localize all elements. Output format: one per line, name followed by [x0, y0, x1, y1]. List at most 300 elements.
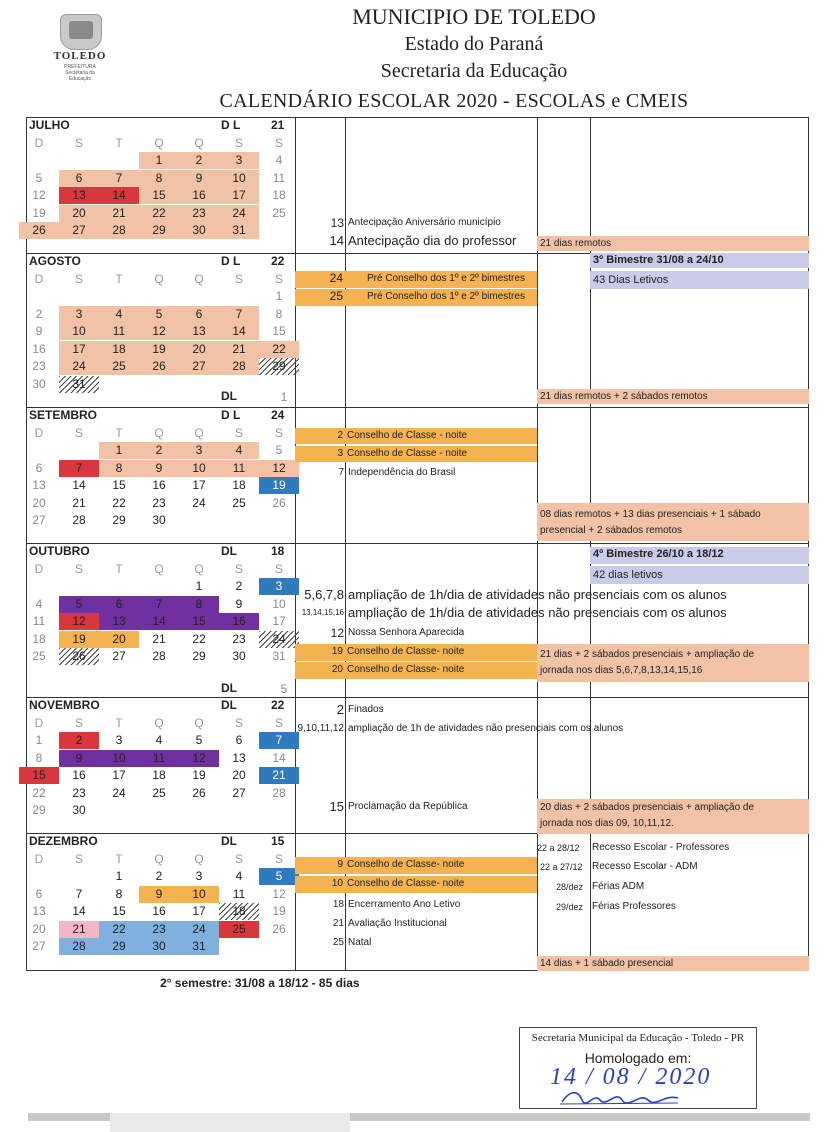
event-day: 25	[329, 289, 343, 303]
calendar-day: 18	[99, 341, 139, 358]
calendar-day: 16	[152, 904, 166, 918]
calendar-day: 24	[192, 495, 206, 510]
event-label: Recesso Escolar - Professores	[592, 842, 730, 853]
weekday-letter: T	[115, 425, 123, 440]
month-separator	[26, 253, 809, 254]
weekday-letter: Q	[154, 425, 164, 440]
calendar-day: 30	[232, 649, 246, 663]
calendar-day: 18	[32, 631, 46, 646]
calendar-day: 31	[59, 376, 99, 393]
header-state: Estado do Paraná	[404, 33, 544, 55]
school-days-count: 22	[271, 698, 285, 712]
calendar-day: 24	[112, 785, 126, 800]
weekday-letter: D	[34, 715, 44, 730]
calendar-day: 13	[32, 478, 46, 492]
calendar-day: 22	[112, 495, 126, 510]
calendar-day: 8	[275, 306, 283, 321]
calendar-day: 23	[32, 359, 46, 373]
event-day: 9	[337, 859, 343, 870]
weekday-letter: S	[234, 851, 243, 866]
calendar-day: 24	[179, 921, 219, 938]
calendar-day: 6	[235, 733, 243, 747]
calendar-day: 27	[32, 513, 46, 527]
calendar-day: 26	[192, 785, 206, 800]
weekday-letter: Q	[154, 271, 164, 286]
calendar-day: 1	[280, 390, 288, 404]
event-label: Encerramento Ano Letivo	[348, 899, 461, 910]
calendar-day: 28	[59, 938, 99, 955]
calendar-day: 6	[35, 460, 43, 475]
weekday-letter: S	[74, 135, 83, 150]
bimester-title: 3º Bimestre 31/08 a 24/10	[590, 253, 809, 268]
calendar-day: 16	[32, 341, 46, 356]
month-name: JULHO	[29, 118, 70, 132]
calendar-day: 22	[259, 341, 299, 358]
calendar-day: 20	[32, 495, 46, 510]
calendar-day: 27	[179, 358, 219, 375]
month-name: OUTUBRO	[29, 544, 90, 558]
calendar-day: 5	[59, 596, 99, 613]
calendar-day: 9	[235, 596, 243, 611]
calendar-day: 14	[72, 904, 86, 918]
calendar-day: 18	[152, 768, 166, 782]
calendar-day: 16	[219, 613, 259, 630]
school-days-count: 22	[271, 254, 285, 268]
calendar-day: 14	[99, 187, 139, 204]
calendar-day: 5	[280, 682, 288, 696]
calendar-day: 14	[219, 323, 259, 340]
event-label: Antecipação Aniversário município	[348, 217, 501, 228]
calendar-day: 29	[99, 938, 139, 955]
weekday-letter: S	[74, 561, 83, 576]
calendar-day: 25	[219, 921, 259, 938]
calendar-day: 7	[75, 886, 83, 901]
calendar-day: 4	[35, 596, 43, 611]
month-separator	[26, 407, 809, 408]
event-label: Pré Conselho dos 1º e 2º bimestres	[367, 291, 525, 302]
calendar-day: 3	[179, 442, 219, 459]
logo-sub-2: Secretaria da	[65, 70, 95, 76]
header-municipality: MUNICIPIO DE TOLEDO	[352, 4, 596, 29]
event-label: Férias Professores	[592, 901, 676, 912]
calendar-day: 23	[139, 921, 179, 938]
calendar-day: 21	[259, 767, 299, 784]
dl-label: DL	[221, 834, 237, 848]
event-day: 24	[329, 271, 343, 285]
logo-name: TOLEDO	[53, 50, 107, 62]
calendar-day: 13	[179, 323, 219, 340]
calendar-day: 16	[72, 768, 86, 782]
calendar-day: 16	[152, 478, 166, 492]
calendar-day: 31	[179, 938, 219, 955]
event-day: 22 a 27/12	[540, 862, 583, 872]
event-label: Nossa Senhora Aparecida	[348, 627, 465, 638]
logo-sub-3: Educação	[68, 76, 92, 82]
calendar-day: 17	[192, 478, 206, 492]
event-label: Férias ADM	[592, 881, 645, 892]
event-day: 3	[337, 448, 343, 459]
calendar-day: 12	[179, 750, 219, 767]
calendar-day: 21	[219, 341, 259, 358]
calendar-day: 15	[112, 478, 126, 492]
calendar-day: 19	[59, 631, 99, 648]
calendar-day: 31	[219, 222, 259, 239]
calendar-day: 7	[59, 460, 99, 477]
calendar-day: 22	[192, 631, 206, 646]
event-day: 20	[331, 664, 343, 675]
calendar-day: 2	[59, 732, 99, 749]
weekday-letter: S	[234, 425, 243, 440]
dl-label: DL	[221, 544, 237, 558]
summary-line: jornada nos dias 5,6,7,8,13,14,15,16	[540, 665, 703, 676]
stamp-label: Homologado em:	[584, 1050, 692, 1066]
calendar-day: 3	[59, 306, 99, 323]
weekday-letter: D	[34, 271, 44, 286]
event-day: 14	[329, 233, 344, 248]
calendar-day: 24	[259, 631, 299, 648]
event-day: 22 a 28/12	[537, 843, 580, 853]
bimester-days: 43 Dias Letivos	[590, 271, 809, 289]
weekday-letter: S	[274, 425, 283, 440]
weekday-letter: Q	[194, 561, 204, 576]
calendar-day: 2	[139, 442, 179, 459]
event-label: Antecipação dia do professor	[348, 233, 517, 248]
calendar-day: 6	[59, 170, 99, 187]
calendar-day: 21	[72, 495, 86, 510]
calendar-day: 8	[99, 460, 139, 477]
calendar-day: 17	[112, 768, 126, 782]
calendar-day: 16	[179, 187, 219, 204]
weekday-letter: Q	[154, 135, 164, 150]
calendar-day: 10	[179, 460, 219, 477]
calendar-day: 25	[232, 495, 246, 510]
calendar-day: 19	[192, 768, 206, 782]
weekday-letter: T	[115, 271, 123, 286]
event-label: Conselho de Classe- noite	[347, 664, 465, 675]
calendar-day: 10	[179, 886, 219, 903]
weekday-letter: S	[74, 271, 83, 286]
calendar-day: 5	[35, 170, 43, 185]
event-label: ampliação de 1h de atividades não presenciais com os alunos	[348, 723, 624, 734]
calendar-day: 24	[219, 205, 259, 222]
event-day: 18	[332, 899, 344, 910]
calendar-day: 26	[59, 648, 99, 665]
month-name: NOVEMBRO	[29, 698, 100, 712]
calendar-day: 11	[272, 170, 286, 185]
event-day: 19	[331, 646, 343, 657]
weekday-letter: S	[234, 271, 243, 286]
calendar-day: 28	[99, 222, 139, 239]
calendar-day: 9	[59, 750, 99, 767]
calendar-day: 14	[139, 613, 179, 630]
calendar-day: 1	[275, 289, 283, 303]
dl-label: DL	[221, 698, 237, 712]
calendar-day: 27	[32, 939, 46, 953]
calendar-day: 8	[139, 170, 179, 187]
calendar-day: 28	[272, 785, 286, 800]
calendar-day: 7	[259, 732, 299, 749]
school-days-count: 15	[271, 834, 285, 848]
month-name: AGOSTO	[29, 254, 81, 268]
month-name: DEZEMBRO	[29, 834, 98, 848]
month-separator	[26, 543, 809, 544]
event-day: 7	[338, 467, 344, 478]
calendar-day: 28	[152, 649, 166, 663]
calendar-day: 21	[99, 205, 139, 222]
calendar-day: 19	[32, 205, 46, 220]
approval-stamp	[519, 1027, 757, 1109]
dl-label: DL	[221, 681, 237, 695]
calendar-day: 23	[232, 631, 246, 646]
calendar-day: 11	[139, 750, 179, 767]
calendar-day: 2	[155, 869, 163, 883]
calendar-day: 10	[99, 750, 139, 767]
calendar-day: 28	[72, 513, 86, 527]
calendar-day: 2	[179, 152, 219, 169]
calendar-day: 26	[139, 358, 179, 375]
summary-bar: 14 dias + 1 sábado presencial	[537, 956, 809, 971]
calendar-day: 23	[152, 495, 166, 510]
event-label: Pré Conselho dos 1º e 2º bimestres	[367, 273, 525, 284]
weekday-letter: S	[74, 425, 83, 440]
calendar-day: 14	[72, 478, 86, 492]
calendar-day: 1	[139, 152, 179, 169]
weekday-letter: T	[115, 851, 123, 866]
calendar-day: 28	[219, 358, 259, 375]
calendar-day: 30	[152, 513, 166, 527]
event-label: Conselho de Classe- noite	[347, 646, 465, 657]
weekday-letter: S	[274, 271, 283, 286]
calendar-day: 30	[139, 938, 179, 955]
event-day: 2	[336, 702, 344, 717]
school-days-count: 24	[271, 408, 285, 422]
calendar-day: 4	[235, 869, 243, 883]
dl-label: D L	[221, 254, 241, 268]
event-label: Finados	[348, 704, 384, 715]
calendar-day: 10	[59, 323, 99, 340]
calendar-day: 17	[219, 187, 259, 204]
calendar-day: 26	[19, 222, 59, 239]
weekday-letter: S	[234, 715, 243, 730]
event-day: 10	[331, 878, 343, 889]
calendar-day: 31	[272, 649, 286, 663]
weekday-letter: Q	[194, 715, 204, 730]
event-day: 21	[332, 918, 344, 929]
event-day: 13	[330, 216, 344, 230]
calendar-day: 18	[272, 188, 286, 202]
weekday-letter: Q	[194, 851, 204, 866]
calendar-day: 15	[19, 767, 59, 784]
calendar-day: 18	[219, 903, 259, 920]
month-name: SETEMBRO	[29, 408, 98, 422]
calendar-day: 21	[59, 921, 99, 938]
weekday-letter: D	[34, 851, 44, 866]
summary-line: 21 dias + 2 sábados presenciais + ampliação de	[540, 649, 755, 660]
event-label: ampliação de 1h/dia de atividades não presenciais com os alunos	[348, 587, 727, 602]
calendar-day: 17	[192, 904, 206, 918]
calendar-day: 10	[272, 596, 286, 611]
calendar-day: 30	[179, 222, 219, 239]
calendar-day: 30	[72, 803, 86, 817]
event-label: Proclamação da República	[348, 801, 468, 812]
calendar-day: 20	[179, 341, 219, 358]
calendar-day: 27	[232, 785, 246, 800]
calendar-day: 3	[115, 733, 123, 747]
weekday-letter: Q	[154, 561, 164, 576]
calendar-day: 12	[259, 460, 299, 477]
weekday-letter: D	[34, 135, 44, 150]
calendar-day: 27	[112, 649, 126, 663]
calendar-day: 22	[32, 785, 46, 800]
calendar-day: 24	[59, 358, 99, 375]
calendar-day: 4	[99, 306, 139, 323]
calendar-day: 19	[259, 477, 299, 494]
calendar-day: 29	[259, 358, 299, 375]
calendar-day: 27	[59, 222, 99, 239]
calendar-day: 4	[275, 153, 283, 167]
event-day: 5,6,7,8	[304, 587, 344, 602]
calendar-day: 13	[59, 187, 99, 204]
calendar-day: 22	[99, 921, 139, 938]
event-day: 13,14,15,16	[301, 608, 344, 617]
calendar-day: 26	[272, 495, 286, 510]
calendar-day: 30	[32, 376, 46, 391]
calendar-day: 2	[235, 579, 243, 593]
calendar-day: 29	[32, 803, 46, 817]
signature-icon	[560, 1088, 680, 1106]
event-label: Conselho de Classe- noite	[347, 859, 465, 870]
summary-line: presencial + 2 sábados remotos	[540, 525, 683, 536]
event-day: 12	[330, 626, 344, 640]
calendar-day: 12	[272, 886, 286, 901]
event-day: 28/dez	[556, 882, 584, 892]
school-days-count: 18	[271, 544, 285, 558]
calendar-day: 9	[139, 460, 179, 477]
weekday-letter: S	[274, 851, 283, 866]
calendar-day: 15	[112, 904, 126, 918]
weekday-letter: S	[274, 715, 283, 730]
calendar-day: 23	[72, 785, 86, 800]
event-label: Natal	[348, 937, 372, 948]
bimester-title: 4º Bimestre 26/10 a 18/12	[590, 547, 809, 564]
calendar-day: 25	[32, 649, 46, 663]
calendar-day: 25	[99, 358, 139, 375]
calendar-day: 8	[179, 596, 219, 613]
event-label: Conselho de Classe- noite	[347, 878, 465, 889]
calendar-day: 1	[115, 869, 123, 883]
weekday-letter: S	[74, 851, 83, 866]
calendar-day: 9	[179, 170, 219, 187]
event-day: 29/dez	[556, 902, 584, 912]
calendar-day: 20	[59, 205, 99, 222]
calendar-day: 25	[152, 785, 166, 800]
calendar-day: 15	[179, 613, 219, 630]
event-day: 15	[329, 799, 344, 814]
calendar-day: 19	[139, 341, 179, 358]
calendar-day: 2	[35, 306, 43, 321]
calendar-day: 7	[99, 170, 139, 187]
calendar-day: 21	[152, 631, 166, 646]
weekday-letter: S	[74, 715, 83, 730]
calendar-day: 11	[232, 886, 246, 901]
calendar-day: 23	[179, 205, 219, 222]
event-label: ampliação de 1h/dia de atividades não presenciais com os alunos	[348, 605, 727, 620]
logo-sub-1: PREFEITURA	[64, 64, 96, 70]
month-layer	[26, 117, 809, 971]
calendar-day: 11	[32, 614, 46, 628]
calendar-day: 29	[139, 222, 179, 239]
month-separator	[26, 697, 809, 698]
dl-label: DL	[221, 389, 237, 403]
calendar-day: 13	[232, 750, 246, 765]
summary-line: 08 dias remotos + 13 dias presenciais + 1 sábado	[540, 509, 761, 520]
dl-label: D L	[221, 118, 241, 132]
calendar-day: 20	[232, 768, 246, 782]
event-label: Independência do Brasil	[348, 467, 456, 478]
event-day: 2	[337, 430, 343, 441]
calendar-day: 6	[35, 886, 43, 901]
weekday-letter: Q	[154, 851, 164, 866]
calendar-day: 5	[259, 868, 299, 885]
page-title: CALENDÁRIO ESCOLAR 2020 - ESCOLAS e CMEIS	[219, 90, 689, 112]
calendar-day: 22	[139, 205, 179, 222]
calendar-day: 11	[219, 460, 259, 477]
calendar-day: 20	[32, 921, 46, 936]
event-day: 25	[332, 937, 344, 948]
calendar-day: 12	[139, 323, 179, 340]
calendar-day: 6	[99, 596, 139, 613]
month-separator	[26, 833, 809, 834]
calendar-day: 8	[35, 750, 43, 765]
semester-note: 2° semestre: 31/08 a 18/12 - 85 dias	[160, 976, 360, 990]
calendar-day: 9	[139, 886, 179, 903]
stamp-title: Secretaria Municipal da Educação - Toledo - PR	[531, 1032, 745, 1044]
calendar-day: 3	[219, 152, 259, 169]
summary-bar: 21 dias remotos	[537, 236, 809, 251]
calendar-day: 20	[99, 631, 139, 648]
event-label: Avaliação Institucional	[348, 918, 447, 929]
calendar-day: 12	[32, 188, 46, 202]
event-label: Conselho de Classe - noite	[347, 448, 468, 459]
event-label: Conselho de Classe - noite	[347, 430, 468, 441]
weekday-letter: Q	[194, 425, 204, 440]
calendar-day: 18	[232, 478, 246, 492]
weekday-letter: D	[34, 425, 44, 440]
calendar-day: 1	[35, 733, 43, 747]
calendar-day: 1	[99, 442, 139, 459]
calendar-day: 3	[195, 869, 203, 883]
weekday-letter: S	[234, 135, 243, 150]
calendar-day: 29	[192, 649, 206, 663]
event-day: 9,10,11,12	[297, 723, 344, 734]
summary-line: 20 dias + 2 sábados presenciais + ampliação de	[540, 802, 755, 813]
calendar-day: 11	[99, 323, 139, 340]
stamp-date: 14 / 08 / 2020	[550, 1064, 712, 1090]
scan-edge	[110, 1113, 350, 1132]
calendar-day: 14	[272, 750, 286, 765]
calendar-day: 29	[112, 513, 126, 527]
calendar-day: 13	[99, 613, 139, 630]
calendar-day: 17	[59, 341, 99, 358]
calendar-day: 13	[32, 904, 46, 918]
calendar-day: 8	[115, 886, 123, 901]
calendar-day: 19	[272, 904, 286, 918]
summary-line: jornada nos dias 09, 10,11,12.	[540, 818, 674, 829]
weekday-letter: Q	[154, 715, 164, 730]
weekday-letter: T	[115, 561, 123, 576]
event-label: Recesso Escolar - ADM	[592, 861, 698, 872]
weekday-letter: D	[34, 561, 44, 576]
